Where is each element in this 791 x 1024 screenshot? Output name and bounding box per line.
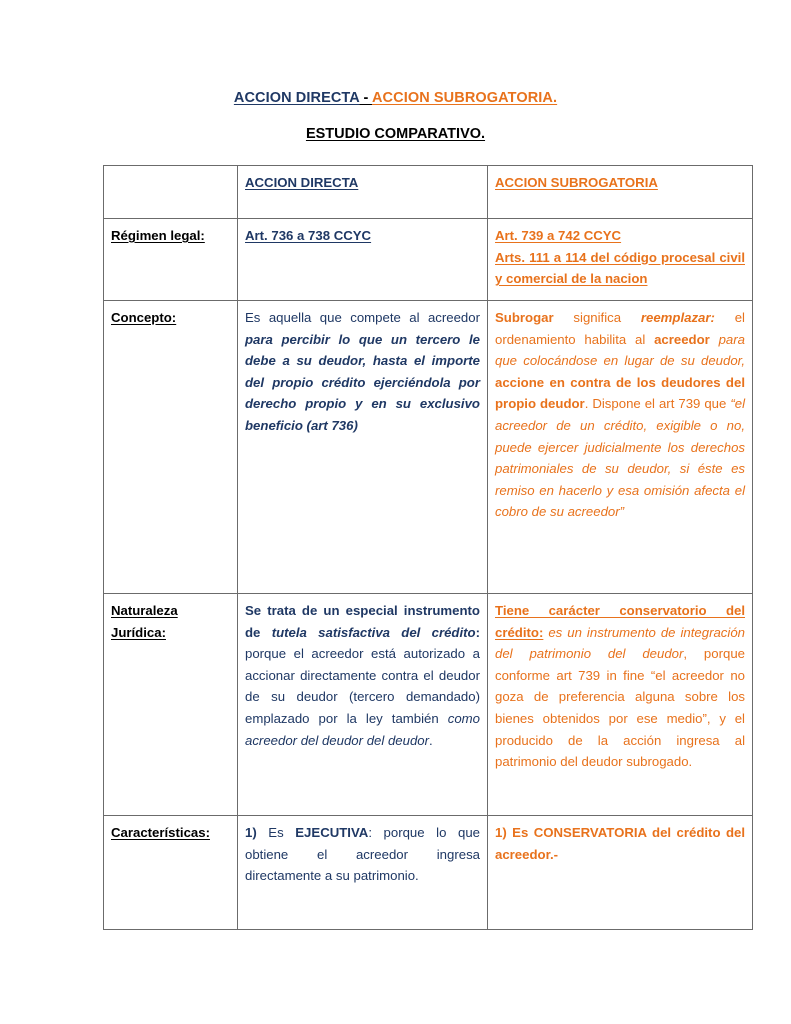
table-row — [104, 219, 753, 301]
naturaleza-directa-seg-1: Se trata de un especial instrumento de — [245, 603, 480, 640]
caracteristicas-directa-paragraph — [245, 822, 480, 887]
naturaleza-directa-seg-3: : — [475, 624, 480, 640]
table-header-accion-directa — [238, 166, 488, 219]
naturaleza-directa-paragraph — [245, 600, 480, 751]
concepto-subrogatoria-seg-4: el ordenamiento habilita al — [495, 310, 745, 347]
naturaleza-directa-seg-2: tutela satisfactiva del crédito — [271, 624, 476, 640]
concepto-subrogatoria-paragraph — [495, 307, 745, 523]
regimen-subrogatoria-line-1: Art. 739 a 742 CCYC — [495, 228, 622, 243]
concepto-directa-paragraph — [245, 307, 480, 437]
cell-regimen-subrogatoria — [488, 219, 753, 301]
concepto-directa-seg-1: Es aquella que compete al acreedor — [245, 310, 480, 325]
row-label-regimen-legal — [104, 219, 238, 301]
naturaleza-directa-seg-5: como acreedor del deudor del deudor — [245, 710, 480, 748]
concepto-subrogatoria-seg-1: Subrogar — [495, 310, 554, 325]
naturaleza-directa-seg-4: porque el acreedor está autorizado a accionar directamente contra el deudor de su deudor (tercero demandado) emplazado por la ley también — [245, 646, 480, 726]
cell-caracteristicas-subrogatoria — [488, 816, 753, 930]
header-label-accion-directa: ACCION DIRECTA — [245, 175, 359, 190]
row-label-concepto — [104, 301, 238, 594]
row-label-caracteristicas — [104, 816, 238, 930]
cell-naturaleza-subrogatoria — [488, 594, 753, 816]
naturaleza-subrogatoria-paragraph — [495, 600, 745, 773]
title-accion-subrogatoria: ACCION SUBROGATORIA. — [371, 90, 558, 106]
table-row — [104, 816, 753, 930]
concepto-subrogatoria-seg-9: “el acreedor de un crédito, exigible o no, puede ejercer judicialmente los derechos patrimoniales de su deudor, si éste es remiso en hacerlo y esa omisión afecta el cobro de su acreedor” — [495, 396, 745, 520]
page-title — [0, 0, 791, 108]
page-subtitle — [0, 108, 791, 144]
subtitle-text: ESTUDIO COMPARATIVO. — [305, 126, 486, 142]
row-label-line-2: Jurídica: — [111, 624, 166, 640]
table-row — [104, 301, 753, 594]
naturaleza-subrogatoria-seg-3: , porque conforme art 739 in fine “el acreedor no goza de preferencia alguna sobre los bienes obtenidos por ese medio”, y el producido de la acción ingresa al patrimonio del deudor subrogado. — [495, 646, 745, 770]
row-label-line-1: Concepto: — [111, 310, 177, 325]
row-label-line-1: Características: — [111, 825, 210, 840]
naturaleza-subrogatoria-seg-1: Tiene carácter conservatorio del crédito: — [495, 603, 745, 640]
cell-caracteristicas-directa — [238, 816, 488, 930]
cell-naturaleza-directa — [238, 594, 488, 816]
regimen-subrogatoria-line-2: Arts. 111 a 114 del código procesal civil y comercial de la nacion — [495, 249, 745, 287]
table-row — [104, 594, 753, 816]
table-header-accion-subrogatoria — [488, 166, 753, 219]
cell-concepto-directa — [238, 301, 488, 594]
cell-concepto-subrogatoria — [488, 301, 753, 594]
caracteristicas-directa-seg-1: 1) — [245, 825, 257, 840]
concepto-subrogatoria-seg-5: acreedor — [654, 331, 710, 347]
caracteristicas-directa-seg-4: : porque lo que obtiene el acreedor ingresa directamente a su patrimonio. — [245, 825, 480, 884]
row-label-naturaleza-juridica — [104, 594, 238, 816]
row-label-line-1: Régimen legal: — [111, 228, 205, 243]
regimen-directa-line-1: Art. 736 a 738 CCYC — [245, 228, 372, 243]
concepto-subrogatoria-seg-6: para que colocándose en lugar de su deudor, — [495, 331, 745, 369]
header-label-accion-subrogatoria: ACCION SUBROGATORIA — [495, 175, 658, 190]
table-header-row — [104, 166, 753, 219]
title-accion-directa: ACCION DIRECTA — [233, 90, 360, 106]
table-header-empty-cell — [104, 166, 238, 219]
concepto-subrogatoria-seg-3: reemplazar: — [640, 310, 715, 325]
cell-regimen-directa — [238, 219, 488, 301]
concepto-directa-seg-2: para percibir lo que un tercero le debe a su deudor, hasta el importe del propio crédito ejerciéndola por derecho propio y en su exclusivo beneficio (art 736) — [245, 331, 480, 433]
naturaleza-directa-seg-6: . — [429, 732, 433, 748]
concepto-subrogatoria-seg-2: significa — [553, 310, 641, 325]
concepto-subrogatoria-seg-8: . Dispone el art 739 que — [584, 396, 731, 412]
row-label-line-1: Naturaleza — [111, 603, 178, 618]
caracteristicas-directa-seg-2: Es — [256, 825, 296, 840]
caracteristicas-subrogatoria-paragraph: 1) Es CONSERVATORIA del crédito del acreedor.- — [495, 825, 745, 862]
concepto-subrogatoria-seg-7: accione en contra de los deudores del propio deudor — [495, 374, 745, 412]
comparison-table — [103, 165, 753, 930]
title-separator: - — [359, 90, 372, 106]
caracteristicas-directa-seg-3: EJECUTIVA — [295, 825, 369, 840]
naturaleza-subrogatoria-seg-2: es un instrumento de integración del patrimonio del deudor — [495, 624, 745, 662]
